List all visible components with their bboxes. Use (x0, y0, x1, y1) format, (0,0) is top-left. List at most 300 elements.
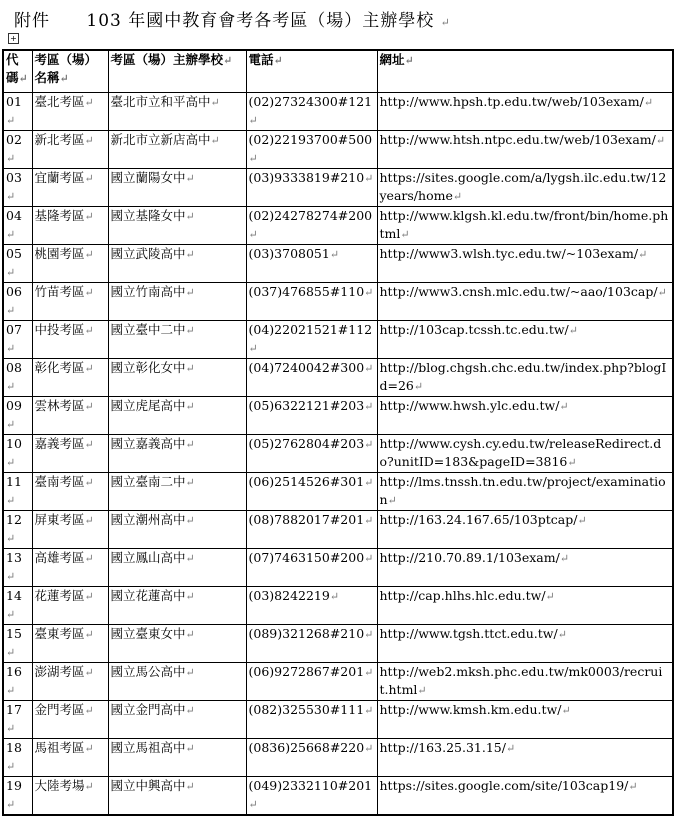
paragraph-mark-icon (6, 342, 15, 355)
paragraph-mark-icon (364, 172, 373, 185)
cell-code-text: 07 (6, 322, 22, 337)
cell-code-text: 10 (6, 436, 22, 451)
cell-area-text: 高雄考區 (34, 550, 85, 565)
cell-school-text: 國立蘭陽女中 (110, 170, 186, 185)
cell-code (3, 397, 32, 435)
cell-area (32, 777, 108, 816)
cell-school-text: 國立臺東女中 (110, 626, 186, 641)
cell-school-text: 國立虎尾高中 (110, 398, 186, 413)
table-header-row (3, 50, 673, 93)
paragraph-mark-icon (414, 380, 423, 393)
cell-phone (246, 435, 377, 473)
cell-area (32, 245, 108, 283)
cell-url-text[interactable]: http://www.hpsh.tp.edu.tw/web/103exam/ (379, 94, 644, 109)
table-row (3, 587, 673, 625)
cell-phone (246, 663, 377, 701)
title-text: 103 年國中教育會考各考區（場）主辦學校 (86, 11, 435, 31)
cell-phone (246, 587, 377, 625)
cell-phone (246, 131, 377, 169)
cell-school (108, 131, 246, 169)
cell-url-text[interactable]: http://www.klgsh.kl.edu.tw/front/bin/home.phtml (379, 208, 669, 241)
cell-area (32, 435, 108, 473)
cell-school (108, 511, 246, 549)
cell-school-text: 國立臺南二中 (110, 474, 186, 489)
table-row (3, 435, 673, 473)
cell-school (108, 397, 246, 435)
cell-url-text[interactable]: http://210.70.89.1/103exam/ (379, 550, 560, 565)
cell-school-text: 國立金門高中 (110, 702, 186, 717)
cell-phone (246, 169, 377, 207)
cell-school-text: 國立彰化女中 (110, 360, 186, 375)
cell-phone (246, 397, 377, 435)
paragraph-mark-icon (186, 742, 195, 755)
cell-area-text: 宜蘭考區 (34, 170, 85, 185)
cell-code (3, 739, 32, 777)
header-area: 考區（場）名稱 ↵ (32, 50, 108, 93)
paragraph-mark-icon (211, 134, 220, 147)
cell-school-text: 國立馬祖高中 (110, 740, 186, 755)
cell-url[interactable] (377, 473, 673, 511)
paragraph-mark-icon (186, 438, 195, 451)
cell-phone-text: (037)476855#110 (248, 284, 365, 299)
cell-phone-text: (08)7882017#201 (248, 512, 365, 527)
cell-school (108, 245, 246, 283)
paragraph-mark-icon (6, 418, 15, 431)
cell-area-text: 馬祖考區 (34, 740, 85, 755)
paragraph-mark-icon (249, 342, 258, 355)
cell-url[interactable] (377, 511, 673, 549)
header-url: 網址 ↵ (377, 50, 673, 93)
cell-url[interactable] (377, 207, 673, 245)
cell-phone (246, 321, 377, 359)
cell-code-text: 08 (6, 360, 22, 375)
cell-code-text: 06 (6, 284, 22, 299)
cell-area-text: 基隆考區 (34, 208, 85, 223)
paragraph-mark-icon (6, 380, 15, 393)
cell-area (32, 169, 108, 207)
paragraph-mark-icon (249, 228, 258, 241)
paragraph-mark-icon (6, 152, 15, 165)
table-row (3, 777, 673, 816)
paragraph-mark-icon (6, 456, 15, 469)
paragraph-mark-icon (6, 570, 15, 583)
cell-url[interactable] (377, 777, 673, 816)
cell-area-text: 屏東考區 (34, 512, 85, 527)
paragraph-mark-icon (6, 760, 15, 773)
table-row (3, 207, 673, 245)
cell-phone-text: (082)325530#111 (248, 702, 365, 717)
cell-code (3, 321, 32, 359)
cell-school-text: 國立潮州高中 (110, 512, 186, 527)
cell-area (32, 207, 108, 245)
cell-code-text: 05 (6, 246, 22, 261)
cell-phone-text: (05)2762804#203 (248, 436, 365, 451)
cell-code (3, 207, 32, 245)
paragraph-mark-icon (186, 324, 195, 337)
paragraph-mark-icon (364, 666, 373, 679)
table-row (3, 625, 673, 663)
cell-url-text[interactable]: http://163.25.31.15/ (379, 740, 506, 755)
cell-area (32, 739, 108, 777)
cell-url-text[interactable]: http://www.cysh.cy.edu.tw/releaseRedirect.do?unitID=183&pageID=3816 (379, 436, 662, 469)
cell-url-text[interactable]: http://163.24.167.65/103ptcap/ (379, 512, 578, 527)
paragraph-mark-icon (186, 590, 195, 603)
paragraph-mark-icon (560, 552, 569, 565)
cell-url[interactable] (377, 359, 673, 397)
cell-code-text: 02 (6, 132, 22, 147)
cell-code (3, 473, 32, 511)
paragraph-mark-icon (85, 134, 94, 147)
cell-area-text: 彰化考區 (34, 360, 85, 375)
cell-phone-text: (05)6322121#203 (248, 398, 365, 413)
paragraph-mark-icon (85, 400, 94, 413)
paragraph-mark-icon (186, 172, 195, 185)
cell-area (32, 397, 108, 435)
cell-school-text: 國立基隆女中 (110, 208, 186, 223)
paragraph-mark-icon (85, 590, 94, 603)
paragraph-mark-icon (6, 494, 15, 507)
cell-phone-text: (049)2332110#201 (248, 778, 373, 793)
cell-url[interactable] (377, 663, 673, 701)
cell-code-text: 16 (6, 664, 22, 679)
cell-code-text: 12 (6, 512, 22, 527)
paragraph-mark-icon (85, 438, 94, 451)
paragraph-mark-icon (249, 114, 258, 127)
cell-school (108, 549, 246, 587)
cell-code (3, 625, 32, 663)
table-row (3, 511, 673, 549)
cell-phone-text: (0836)25668#220 (248, 740, 365, 755)
paragraph-mark-icon (186, 248, 195, 261)
paragraph-mark-icon (186, 210, 195, 223)
cell-phone-text: (03)3708051 (248, 246, 330, 261)
paragraph-mark-icon (364, 286, 373, 299)
cell-area (32, 701, 108, 739)
paragraph-mark-icon (85, 476, 94, 489)
paragraph-mark-icon (85, 742, 94, 755)
paragraph-mark-icon (186, 780, 195, 793)
paragraph-mark-icon (577, 514, 586, 527)
paragraph-mark-icon (186, 476, 195, 489)
paragraph-mark-icon (6, 114, 15, 127)
cell-school-text: 國立竹南高中 (110, 284, 186, 299)
cell-phone (246, 739, 377, 777)
cell-school (108, 587, 246, 625)
cell-url-text[interactable]: http://www.tgsh.ttct.edu.tw/ (379, 626, 558, 641)
cell-school-text: 國立花蓮高中 (110, 588, 186, 603)
cell-url[interactable] (377, 93, 673, 131)
cell-phone (246, 93, 377, 131)
paragraph-mark-icon (441, 16, 451, 29)
cell-code (3, 359, 32, 397)
cell-code-text: 18 (6, 740, 22, 755)
cell-url-text[interactable]: https://sites.google.com/a/lygsh.ilc.edu.tw/12years/home (379, 170, 667, 203)
paragraph-mark-icon (6, 266, 15, 279)
paragraph-mark-icon (85, 780, 94, 793)
cell-url[interactable] (377, 549, 673, 587)
paragraph-mark-icon (6, 532, 15, 545)
cell-area-text: 新北考區 (34, 132, 85, 147)
cell-phone-text: (03)9333819#210 (248, 170, 365, 185)
paragraph-mark-icon (561, 704, 570, 717)
cell-url-text[interactable]: http://www3.wlsh.tyc.edu.tw/~103exam/ (379, 246, 639, 261)
cell-code-text: 09 (6, 398, 22, 413)
paragraph-mark-icon (638, 248, 647, 261)
cell-phone (246, 245, 377, 283)
paragraph-mark-icon (546, 590, 555, 603)
cell-url[interactable] (377, 739, 673, 777)
cell-code (3, 131, 32, 169)
paragraph-mark-icon (364, 514, 373, 527)
cell-code (3, 777, 32, 816)
header-phone: 電話 ↵ (246, 50, 377, 93)
cell-url-text[interactable]: http://www3.cnsh.mlc.edu.tw/~aao/103cap/ (379, 284, 658, 299)
table-row (3, 169, 673, 207)
table-row (3, 359, 673, 397)
paragraph-mark-icon (644, 96, 653, 109)
paragraph-mark-icon (658, 286, 667, 299)
paragraph-mark-icon (364, 476, 373, 489)
paragraph-mark-icon (6, 798, 15, 811)
cell-code (3, 549, 32, 587)
cell-school-text: 國立嘉義高中 (110, 436, 186, 451)
cell-code (3, 701, 32, 739)
cell-phone-text: (089)321268#210 (248, 626, 365, 641)
cell-area (32, 283, 108, 321)
cell-area-text: 大陸考場 (34, 778, 85, 793)
paragraph-mark-icon (211, 96, 220, 109)
cell-school (108, 739, 246, 777)
paragraph-mark-icon (186, 514, 195, 527)
cell-code (3, 587, 32, 625)
cell-url[interactable] (377, 397, 673, 435)
paragraph-mark-icon (85, 552, 94, 565)
cell-url-text[interactable]: https://sites.google.com/site/103cap19/ (379, 778, 629, 793)
paragraph-mark-icon (85, 172, 94, 185)
cell-phone (246, 777, 377, 816)
cell-school (108, 435, 246, 473)
cell-area-text: 桃園考區 (34, 246, 85, 261)
paragraph-mark-icon (186, 362, 195, 375)
cell-area-text: 嘉義考區 (34, 436, 85, 451)
cell-school (108, 169, 246, 207)
cell-phone-text: (06)2514526#301 (248, 474, 365, 489)
attachment-label: 附件 (14, 11, 50, 31)
cell-school-text: 新北市立新店高中 (110, 132, 211, 147)
cell-area-text: 澎湖考區 (34, 664, 85, 679)
paragraph-mark-icon (6, 684, 15, 697)
table-row (3, 397, 673, 435)
cell-code (3, 663, 32, 701)
cell-url-text[interactable]: http://www.kmsh.km.edu.tw/ (379, 702, 562, 717)
paragraph-mark-icon (453, 190, 462, 203)
cell-code-text: 15 (6, 626, 22, 641)
paragraph-mark-icon (249, 152, 258, 165)
paragraph-mark-icon (85, 704, 94, 717)
cell-url[interactable] (377, 625, 673, 663)
cell-phone (246, 549, 377, 587)
cell-phone (246, 359, 377, 397)
paragraph-mark-icon (364, 628, 373, 641)
paragraph-mark-icon (6, 304, 15, 317)
cell-code (3, 245, 32, 283)
cell-phone (246, 511, 377, 549)
cell-area-text: 中投考區 (34, 322, 85, 337)
paragraph-mark-icon (85, 286, 94, 299)
cell-school (108, 625, 246, 663)
paragraph-mark-icon (85, 96, 94, 109)
header-code: 代碼 ↵ (3, 50, 32, 93)
cell-code (3, 93, 32, 131)
table-row (3, 739, 673, 777)
document-title (14, 6, 451, 30)
cell-code (3, 435, 32, 473)
cell-url-text[interactable]: http://www.htsh.ntpc.edu.tw/web/103exam/ (379, 132, 656, 147)
table-move-anchor-icon[interactable]: + (8, 33, 19, 44)
paragraph-mark-icon (364, 438, 373, 451)
cell-phone-text: (04)22021521#112 (248, 322, 373, 337)
cell-school-text: 國立武陵高中 (110, 246, 186, 261)
cell-area (32, 549, 108, 587)
paragraph-mark-icon (567, 456, 576, 469)
paragraph-mark-icon (186, 666, 195, 679)
cell-phone-text: (03)8242219 (248, 588, 330, 603)
cell-url[interactable] (377, 169, 673, 207)
cell-area-text: 臺東考區 (34, 626, 85, 641)
table-row (3, 663, 673, 701)
paragraph-mark-icon (186, 704, 195, 717)
paragraph-mark-icon (249, 798, 258, 811)
cell-area-text: 竹苗考區 (34, 284, 85, 299)
paragraph-mark-icon (186, 628, 195, 641)
cell-school (108, 93, 246, 131)
paragraph-mark-icon (558, 628, 567, 641)
cell-url[interactable] (377, 587, 673, 625)
cell-code-text: 13 (6, 550, 22, 565)
cell-url-text[interactable]: http://cap.hlhs.hlc.edu.tw/ (379, 588, 546, 603)
cell-school (108, 701, 246, 739)
cell-phone-text: (06)9272867#201 (248, 664, 365, 679)
cell-area-text: 花蓮考區 (34, 588, 85, 603)
paragraph-mark-icon (330, 248, 339, 261)
cell-phone (246, 701, 377, 739)
paragraph-mark-icon (364, 704, 373, 717)
cell-code (3, 283, 32, 321)
cell-code-text: 01 (6, 94, 22, 109)
cell-school (108, 207, 246, 245)
cell-school (108, 777, 246, 816)
paragraph-mark-icon (85, 324, 94, 337)
table-row (3, 131, 673, 169)
header-school: 考區（場）主辦學校 ↵ (108, 50, 246, 93)
cell-phone (246, 625, 377, 663)
paragraph-mark-icon (364, 362, 373, 375)
cell-area (32, 131, 108, 169)
cell-school (108, 321, 246, 359)
cell-url-text[interactable]: http://103cap.tcssh.tc.edu.tw/ (379, 322, 569, 337)
paragraph-mark-icon (186, 552, 195, 565)
cell-school (108, 283, 246, 321)
paragraph-mark-icon (559, 400, 568, 413)
paragraph-mark-icon (364, 742, 373, 755)
cell-code-text: 03 (6, 170, 22, 185)
cell-area-text: 臺南考區 (34, 474, 85, 489)
cell-area (32, 321, 108, 359)
cell-code-text: 14 (6, 588, 22, 603)
cell-area (32, 625, 108, 663)
paragraph-mark-icon (569, 324, 578, 337)
paragraph-mark-icon (6, 190, 15, 203)
cell-area-text: 金門考區 (34, 702, 85, 717)
cell-school (108, 473, 246, 511)
paragraph-mark-icon (85, 248, 94, 261)
cell-phone-text: (02)24278274#200 (248, 208, 373, 223)
cell-url[interactable] (377, 435, 673, 473)
cell-code-text: 11 (6, 474, 22, 489)
paragraph-mark-icon (364, 552, 373, 565)
paragraph-mark-icon (85, 362, 94, 375)
paragraph-mark-icon (330, 590, 339, 603)
paragraph-mark-icon (400, 228, 409, 241)
cell-phone (246, 473, 377, 511)
cell-code-text: 19 (6, 778, 22, 793)
cell-area (32, 587, 108, 625)
cell-school-text: 臺北市立和平高中 (110, 94, 211, 109)
paragraph-mark-icon (85, 210, 94, 223)
paragraph-mark-icon (6, 722, 15, 735)
cell-url[interactable] (377, 701, 673, 739)
cell-url-text[interactable]: http://web2.mksh.phc.edu.tw/mk0003/recruit.html (379, 664, 663, 697)
cell-url-text[interactable]: http://www.hwsh.ylc.edu.tw/ (379, 398, 560, 413)
paragraph-mark-icon (186, 400, 195, 413)
cell-area (32, 359, 108, 397)
cell-url-text[interactable]: http://lms.tnssh.tn.edu.tw/project/examination (379, 474, 666, 507)
paragraph-mark-icon (656, 134, 665, 147)
cell-area (32, 93, 108, 131)
paragraph-mark-icon (85, 628, 94, 641)
cell-phone-text: (02)22193700#500 (248, 132, 373, 147)
cell-phone-text: (07)7463150#200 (248, 550, 365, 565)
cell-school-text: 國立馬公高中 (110, 664, 186, 679)
table-row (3, 473, 673, 511)
paragraph-mark-icon (506, 742, 515, 755)
paragraph-mark-icon (186, 286, 195, 299)
paragraph-mark-icon (388, 494, 397, 507)
table-row (3, 321, 673, 359)
cell-url[interactable] (377, 321, 673, 359)
cell-school-text: 國立臺中二中 (110, 322, 186, 337)
cell-url[interactable] (377, 245, 673, 283)
table-row (3, 245, 673, 283)
paragraph-mark-icon (6, 228, 15, 241)
table-row (3, 283, 673, 321)
cell-school-text: 國立中興高中 (110, 778, 186, 793)
cell-phone-text: (02)27324300#121 (248, 94, 373, 109)
cell-phone (246, 207, 377, 245)
cell-school (108, 663, 246, 701)
paragraph-mark-icon (417, 684, 426, 697)
cell-code (3, 169, 32, 207)
exam-area-table (2, 49, 674, 816)
cell-url[interactable] (377, 283, 673, 321)
cell-url-text[interactable]: http://blog.chgsh.chc.edu.tw/index.php?blogId=26 (379, 360, 667, 393)
cell-url[interactable] (377, 131, 673, 169)
cell-area-text: 臺北考區 (34, 94, 85, 109)
paragraph-mark-icon (6, 608, 15, 621)
cell-phone (246, 283, 377, 321)
cell-code-text: 04 (6, 208, 22, 223)
table-row (3, 93, 673, 131)
